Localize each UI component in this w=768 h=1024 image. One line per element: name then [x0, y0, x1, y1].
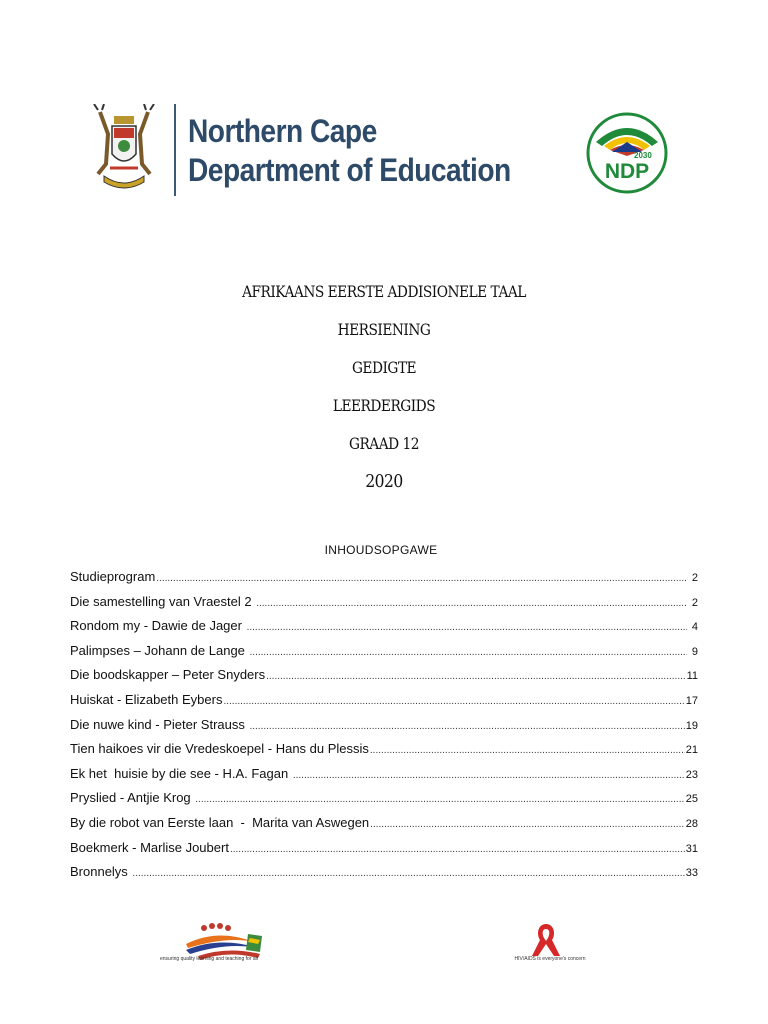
coat-of-arms-icon [86, 104, 162, 192]
toc-entry[interactable] [70, 840, 698, 865]
title-revision: HERSIENING [337, 320, 431, 339]
toc-entry[interactable] [70, 815, 698, 840]
toc-entry-page: 17 [685, 694, 698, 707]
title-year: 2020 [365, 471, 403, 492]
toc-entry[interactable] [70, 643, 698, 668]
toc-leader-dots [132, 868, 684, 879]
toc-leader-dots [370, 819, 685, 830]
toc-entry-label: Bronnelys [70, 864, 132, 880]
ndp-year: 2030 [634, 151, 652, 160]
toc-entry-page: 9 [691, 645, 698, 658]
toc-leader-dots [370, 745, 685, 756]
quality-education-caption: ensuring quality learning and teaching for all [160, 956, 258, 962]
toc-entry[interactable] [70, 790, 698, 815]
toc-leader-dots [256, 598, 687, 609]
toc-entry-label: Studieprogram [70, 569, 156, 584]
toc-entry[interactable] [70, 618, 698, 643]
toc-entry-label: Boekmerk - Marlise Joubert [70, 839, 229, 855]
department-title [188, 112, 511, 190]
toc-leader-dots [156, 573, 687, 584]
toc-leader-dots [230, 844, 685, 855]
toc-entry-page: 28 [685, 817, 698, 830]
toc-heading: INHOUDSOPGAWE [324, 543, 438, 557]
toc-entry-page: 21 [685, 744, 698, 757]
ndp-text: NDP [604, 160, 650, 183]
toc-leader-dots [195, 794, 684, 805]
toc-entry[interactable] [70, 667, 698, 692]
toc-entry[interactable] [70, 569, 698, 594]
page-header [0, 0, 768, 230]
toc-entry[interactable] [70, 864, 698, 889]
toc-entry-page: 31 [685, 842, 698, 855]
title-topic: GEDIGTE [351, 358, 417, 377]
toc-entry-page: 11 [686, 670, 698, 683]
toc-entry-label: Palimpses – Johann de Lange [70, 642, 249, 658]
toc-entry-page: 2 [691, 596, 698, 609]
toc-entry-page: 2 [691, 572, 698, 584]
toc-leader-dots [223, 696, 684, 707]
toc-entry-label: Huiskat - Elizabeth Eybers [70, 691, 223, 707]
title-grade: GRAAD 12 [348, 434, 420, 453]
toc-entry[interactable] [70, 717, 698, 742]
title-guide: LEERDERGIDS [332, 396, 436, 415]
document-title [0, 282, 768, 510]
toc-entry-page: 25 [685, 793, 698, 806]
toc-entry-label: Die nuwe kind - Pieter Strauss [70, 716, 249, 732]
department-title-line2: Department of Education [188, 152, 511, 188]
toc-entry-label: Die samestelling van Vraestel 2 [70, 593, 256, 609]
toc-entry-label: Pryslied - Antjie Krog [70, 790, 195, 806]
toc-entry-label: By die robot van Eerste laan - Marita van Aswegen [70, 814, 370, 830]
ndp-logo [582, 112, 672, 194]
toc-entry-page: 19 [685, 719, 698, 732]
toc-entry-label: Die boodskapper – Peter Snyders [70, 667, 266, 683]
toc-leader-dots [250, 647, 687, 658]
toc-entry-page: 23 [685, 768, 698, 781]
toc-entry[interactable] [70, 594, 698, 619]
title-subject: AFRIKAANS EERSTE ADDISIONELE TAAL [242, 282, 526, 301]
toc-entry-label: Ek het huisie by die see - H.A. Fagan [70, 765, 292, 781]
table-of-contents [70, 569, 698, 889]
header-divider [174, 104, 176, 196]
hiv-aids-caption: HIV/AIDS is everyone's concern [514, 956, 586, 962]
toc-entry[interactable] [70, 692, 698, 717]
toc-entry-label: Rondom my - Dawie de Jager [70, 618, 246, 634]
toc-entry-label: Tien haikoes vir die Vredeskoepel - Hans du Plessis [70, 741, 369, 757]
toc-leader-dots [266, 671, 685, 682]
toc-entry-page: 4 [691, 621, 698, 634]
toc-entry[interactable] [70, 766, 698, 791]
department-title-line1: Northern Cape [188, 113, 377, 149]
toc-leader-dots [247, 622, 687, 633]
toc-entry[interactable] [70, 741, 698, 766]
toc-entry-page: 33 [685, 867, 698, 880]
red-ribbon-icon [528, 922, 564, 958]
toc-leader-dots [293, 770, 685, 781]
toc-leader-dots [249, 721, 684, 732]
